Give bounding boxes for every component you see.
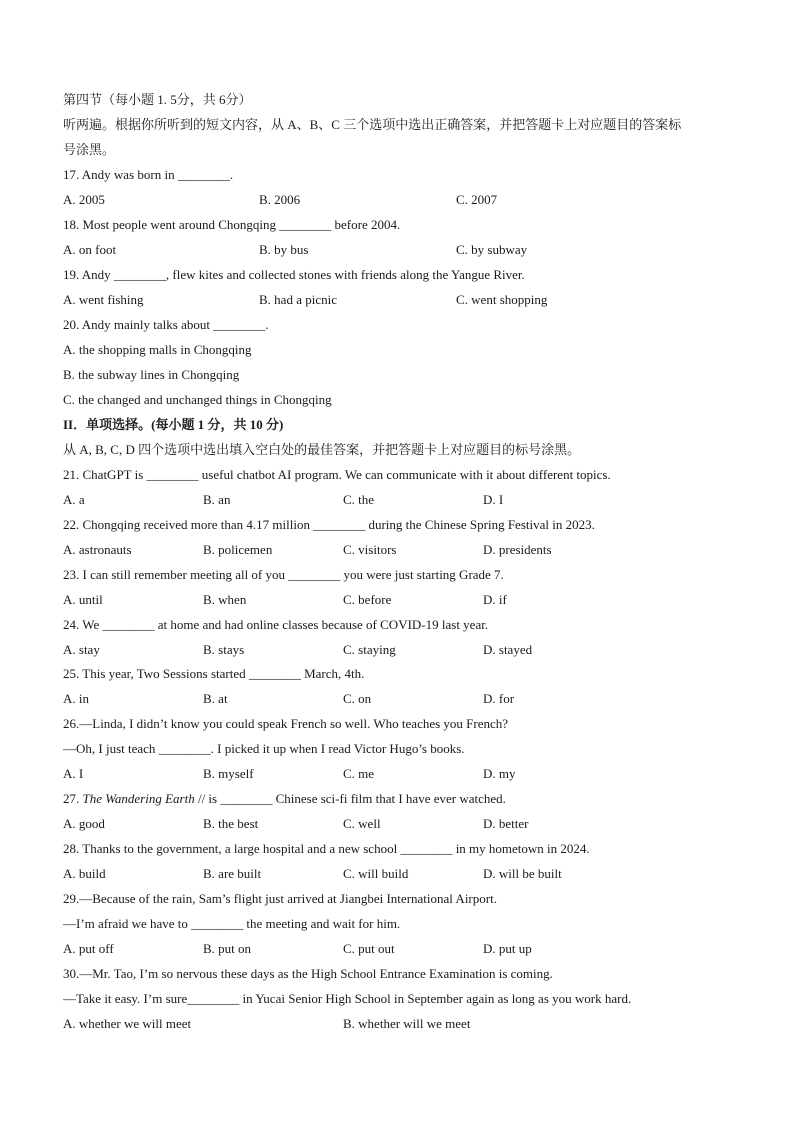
q28-option-a: A. build (63, 866, 106, 881)
q23-option-c: C. before (343, 592, 392, 607)
q22-option-a: A. astronauts (63, 542, 132, 557)
q24-option-a: A. stay (63, 642, 100, 657)
q28-option-b: B. are built (203, 866, 262, 881)
section2-title: II．单项选择。(每小题 1 分，共 10 分) (63, 417, 284, 432)
q29-option-d: D. put up (483, 941, 532, 956)
q21-stem: 21. ChatGPT is ________ useful chatbot AI program. We can communicate with it about different topics. (63, 467, 611, 482)
q20-stem: 20. Andy mainly talks about ________. (63, 317, 269, 332)
q25-option-d: D. for (483, 691, 515, 706)
q21-option-c: C. the (343, 492, 375, 507)
q29-option-b: B. put on (203, 941, 252, 956)
q29-line2: —I’m afraid we have to ________ the meeting and wait for him. (63, 916, 401, 931)
q20-option-c: C. the changed and unchanged things in Chongqing (63, 392, 332, 407)
section2-instructions: 从 A, B, C, D 四个选项中选出填入空白处的最佳答案，并把答题卡上对应题目的标号涂黑。 (63, 442, 581, 457)
q26-option-d: D. my (483, 766, 516, 781)
q20-option-a: A. the shopping malls in Chongqing (63, 342, 252, 357)
q24-option-d: D. stayed (483, 642, 533, 657)
q24-option-b: B. stays (203, 642, 245, 657)
q19-option-b: B. had a picnic (259, 292, 337, 307)
q29-option-a: A. put off (63, 941, 114, 956)
q28-option-d: D. will be built (483, 866, 562, 881)
q27-option-b: B. the best (203, 816, 259, 831)
section4-title: 第四节（每小题 1. 5分，共 6分） (63, 92, 252, 107)
section4-instructions-line1: 听两遍。根据你所听到的短文内容，从 A、B、C 三个选项中选出正确答案，并把答题卡上对应题目的答案标 (63, 117, 682, 132)
q17-stem: 17. Andy was born in ________. (63, 167, 234, 182)
q22-option-d: D. presidents (483, 542, 552, 557)
q25-option-a: A. in (63, 691, 89, 706)
q22-stem: 22. Chongqing received more than 4.17 million ________ during the Chinese Spring Festival in 2023. (63, 517, 595, 532)
q27-stem (63, 791, 506, 807)
q26-option-c: C. me (343, 766, 375, 781)
q18-option-c: C. by subway (456, 242, 528, 257)
q30-line2: —Take it easy. I’m sure________ in Yucai Senior High School in September again as long as you work hard. (63, 991, 632, 1006)
q27-option-c: C. well (343, 816, 381, 831)
section4-instructions-line2: 号涂黑。 (63, 142, 116, 157)
q27-stem-rest: // is ________ Chinese sci-fi film that I have ever watched. (194, 791, 506, 806)
q23-stem: 23. I can still remember meeting all of you ________ you were just starting Grade 7. (63, 567, 504, 582)
q18-option-a: A. on foot (63, 242, 117, 257)
q22-option-b: B. policemen (203, 542, 273, 557)
q30-option-a: A. whether we will meet (63, 1016, 192, 1031)
q29-line1: 29.—Because of the rain, Sam’s flight just arrived at Jiangbei International Airport. (63, 891, 497, 906)
q24-option-c: C. staying (343, 642, 396, 657)
q26-option-a: A. I (63, 766, 84, 781)
q25-option-c: C. on (343, 691, 372, 706)
q25-option-b: B. at (203, 691, 228, 706)
q26-option-b: B. myself (203, 766, 254, 781)
q19-option-c: C. went shopping (456, 292, 548, 307)
q27-number: 27. (63, 791, 83, 806)
q30-option-b: B. whether will we meet (343, 1016, 471, 1031)
q18-stem: 18. Most people went around Chongqing ________ before 2004. (63, 217, 401, 232)
q22-option-c: C. visitors (343, 542, 397, 557)
q23-option-a: A. until (63, 592, 103, 607)
q27-film-title: The Wandering Earth (82, 791, 195, 806)
q18-option-b: B. by bus (259, 242, 309, 257)
q20-option-b: B. the subway lines in Chongqing (63, 367, 240, 382)
q26-line2: —Oh, I just teach ________. I picked it up when I read Victor Hugo’s books. (63, 741, 465, 756)
q24-stem: 24. We ________ at home and had online classes because of COVID-19 last year. (63, 617, 489, 632)
q21-option-d: D. I (483, 492, 504, 507)
q26-line1: 26.—Linda, I didn’t know you could speak French so well. Who teaches you French? (63, 716, 509, 731)
q17-option-c: C. 2007 (456, 192, 498, 207)
q19-stem: 19. Andy ________, flew kites and collected stones with friends along the Yangue River. (63, 267, 525, 282)
q25-stem: 25. This year, Two Sessions started ________ March, 4th. (63, 666, 365, 681)
q21-option-a: A. a (63, 492, 85, 507)
q23-option-b: B. when (203, 592, 247, 607)
q27-option-d: D. better (483, 816, 529, 831)
q17-option-b: B. 2006 (259, 192, 301, 207)
q30-line1: 30.—Mr. Tao, I’m so nervous these days as the High School Entrance Examination is coming. (63, 966, 553, 981)
q19-option-a: A. went fishing (63, 292, 144, 307)
q21-option-b: B. an (203, 492, 231, 507)
q17-option-a: A. 2005 (63, 192, 105, 207)
q27-option-a: A. good (63, 816, 105, 831)
q28-stem: 28. Thanks to the government, a large hospital and a new school ________ in my hometown in 2024. (63, 841, 590, 856)
q23-option-d: D. if (483, 592, 507, 607)
q28-option-c: C. will build (343, 866, 409, 881)
q29-option-c: C. put out (343, 941, 395, 956)
